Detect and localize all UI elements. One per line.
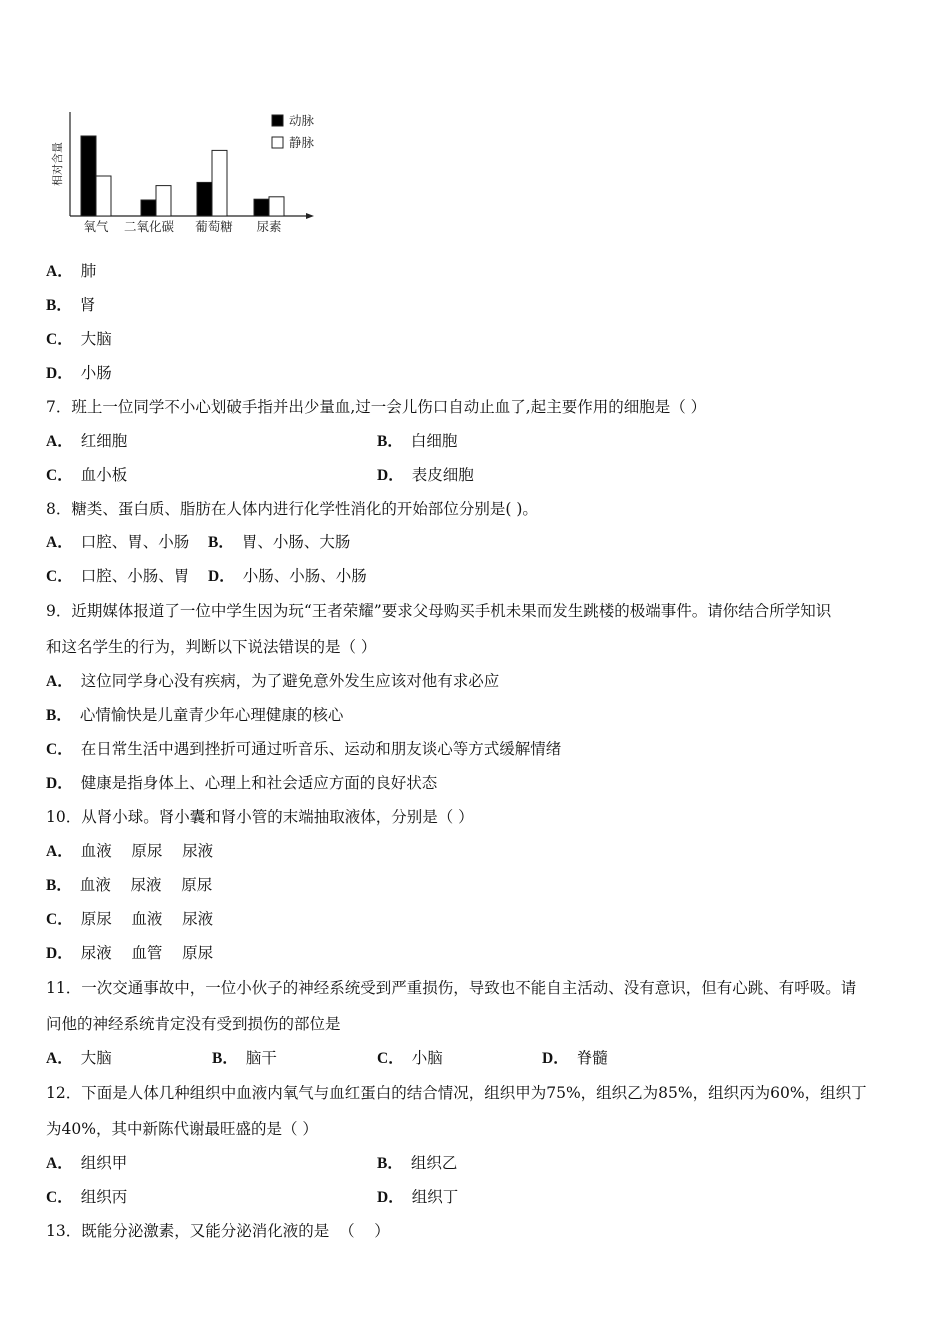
q8-stem: 8．糖类、蛋白质、脂肪在人体内进行化学性消化的开始部位分别是( )。: [46, 500, 538, 518]
y-axis-label: 相对含量: [51, 142, 64, 186]
q12-stem-line1: 12．下面是人体几种组织中血液内氧气与血红蛋白的结合情况，组织甲为75%，组织乙为85%，组织丙为60%，组织丁: [46, 1084, 867, 1102]
q9-option-c[interactable]: C． 在日常生活中遇到挫折可通过听音乐、运动和朋友谈心等方式缓解情绪: [46, 740, 562, 758]
bar-artery-2: [197, 182, 212, 216]
bar-artery-0: [81, 136, 96, 216]
q9-stem-line2: 和这名学生的行为，判断以下说法错误的是（ ）: [46, 638, 377, 656]
q11-option-c[interactable]: C． 小脑: [377, 1049, 443, 1067]
q6-option-b[interactable]: B． 肾: [46, 296, 96, 314]
bar-vein-2: [212, 150, 227, 216]
chart-legend: [272, 113, 315, 150]
x-tick-label-2: 葡萄糖: [195, 219, 233, 234]
q8-option-a[interactable]: A． 口腔、胃、小肠: [46, 533, 190, 551]
q10-stem: 10．从肾小球。肾小囊和肾小管的末端抽取液体，分别是（ ）: [46, 808, 474, 826]
q7-option-c[interactable]: C． 血小板: [46, 466, 128, 484]
bar-artery-1: [141, 200, 156, 216]
q10-option-d[interactable]: D． 尿液 血管 原尿: [46, 944, 214, 962]
q11-option-a[interactable]: A． 大脑: [46, 1049, 112, 1067]
bar-vein-0: [96, 176, 111, 216]
q6-option-c[interactable]: C． 大脑: [46, 330, 112, 348]
x-tick-label-0: 氧气: [83, 219, 109, 234]
q11-option-d[interactable]: D． 脊髓: [542, 1049, 608, 1067]
q12-option-b[interactable]: B． 组织乙: [377, 1154, 458, 1172]
q10-option-b[interactable]: B． 血液 尿液 原尿: [46, 876, 213, 894]
q8-option-b[interactable]: B． 胃、小肠、大肠: [208, 533, 351, 551]
q8-option-c[interactable]: C． 口腔、小肠、胃: [46, 567, 190, 585]
q6-option-d[interactable]: D． 小肠: [46, 364, 112, 382]
x-tick-labels: [83, 219, 281, 234]
legend-label-1: 静脉: [289, 135, 315, 150]
q7-option-a[interactable]: A． 红细胞: [46, 432, 128, 450]
q11-stem-line2: 问他的神经系统肯定没有受到损伤的部位是: [46, 1015, 341, 1033]
q7-stem: 7．班上一位同学不小心划破手指并出少量血,过一会儿伤口自动止血了,起主要作用的细胞是（ ）: [46, 398, 707, 416]
q9-option-a[interactable]: A． 这位同学身心没有疾病，为了避免意外发生应该对他有求必应: [46, 672, 500, 690]
x-tick-label-1: 二氧化碳: [123, 219, 175, 234]
x-tick-label-3: 尿素: [256, 219, 282, 234]
bar-vein-3: [269, 197, 284, 216]
q9-option-d[interactable]: D． 健康是指身体上、心理上和社会适应方面的良好状态: [46, 774, 438, 792]
q12-option-c[interactable]: C． 组织丙: [46, 1188, 128, 1206]
q8-option-d[interactable]: D． 小肠、小肠、小肠: [208, 567, 367, 585]
q9-stem-line1: 9．近期媒体报道了一位中学生因为玩“王者荣耀”要求父母购买手机未果而发生跳楼的极端事件。请你结合所学知识: [46, 602, 832, 620]
legend-swatch-0: [272, 115, 283, 126]
blood-composition-chart: [44, 104, 334, 240]
bar-vein-1: [156, 186, 171, 216]
q11-option-b[interactable]: B． 脑干: [212, 1049, 277, 1067]
bar-artery-3: [254, 199, 269, 216]
x-axis-arrow: [306, 213, 314, 219]
q7-option-b[interactable]: B． 白细胞: [377, 432, 458, 450]
q10-option-a[interactable]: A． 血液 原尿 尿液: [46, 842, 214, 860]
q6-option-a[interactable]: A． 肺: [46, 262, 97, 280]
legend-label-0: 动脉: [289, 113, 315, 128]
q10-option-c[interactable]: C． 原尿 血液 尿液: [46, 910, 214, 928]
legend-swatch-1: [272, 137, 283, 148]
q12-stem-line2: 为40%，其中新陈代谢最旺盛的是（ ）: [46, 1120, 318, 1138]
q9-option-b[interactable]: B． 心情愉快是儿童青少年心理健康的核心: [46, 706, 344, 724]
q7-option-d[interactable]: D． 表皮细胞: [377, 466, 474, 484]
q12-option-a[interactable]: A． 组织甲: [46, 1154, 128, 1172]
q13-stem: 13．既能分泌激素，又能分泌消化液的是 （ ）: [46, 1222, 390, 1240]
q11-stem-line1: 11．一次交通事故中，一位小伙子的神经系统受到严重损伤，导致也不能自主活动、没有意识，但有心跳、有呼吸。请: [46, 979, 857, 997]
q12-option-d[interactable]: D． 组织丁: [377, 1188, 459, 1206]
bar-group: [81, 136, 284, 216]
